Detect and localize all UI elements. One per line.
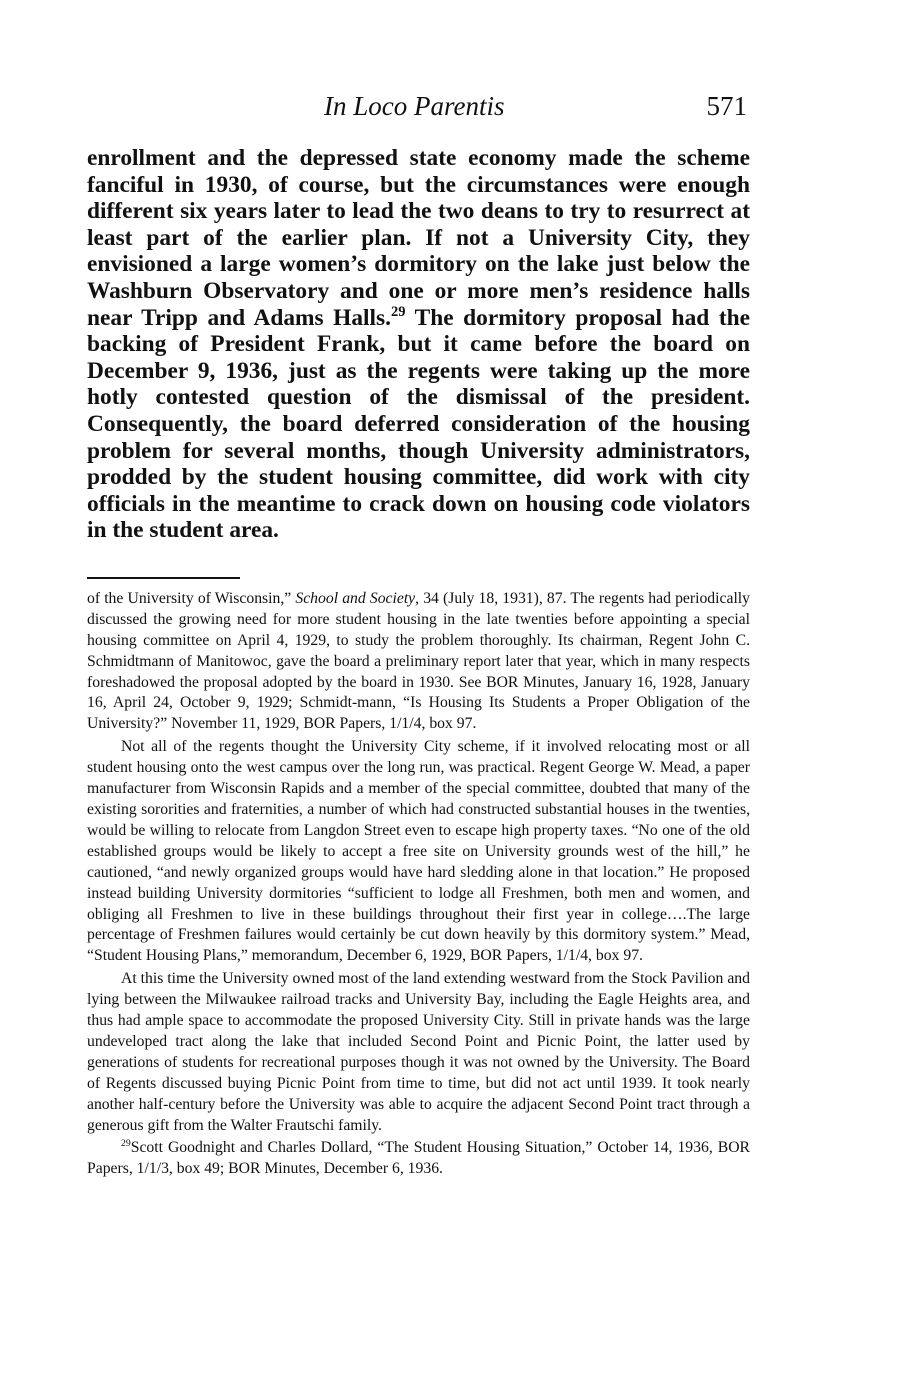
footnote-text: of the University of Wisconsin,”: [87, 589, 296, 607]
footnote-29: [87, 1138, 750, 1180]
running-title: In Loco Parentis: [324, 91, 505, 121]
body-text-part1: enrollment and the depressed state economy made the scheme fanciful in 1930, of course, but the circumstances were enough different six years later to lead the two deans to try to resurrect at least part of the earlier plan. If not a University City, they envisioned a large women’s dormitory on the lake just below the Washburn Observatory and one or more men’s residence halls near Tripp and Adams Halls.: [87, 145, 750, 331]
footnote-reference: 29: [391, 303, 406, 320]
book-page: [87, 88, 750, 1180]
body-paragraph: [87, 145, 750, 544]
running-head: [87, 88, 750, 128]
footnote-text: , 34 (July 18, 1931), 87. The regents had periodically discussed the growing need for more student housing in the late twenties before appointing a special housing committee on April 4, 1929, to study the problem thoroughly. Its chairman, Regent John C. Schmidtmann of Manitowoc, gave the board a preliminary report later that year, which in many respects foreshadowed the proposal adopted by the board in 1930. See BOR Minutes, January 16, 1928, January 16, April 24, October 9, 1929; Schmidt-mann, “Is Housing Its Students a Proper Obligation of the University?” November 11, 1929, BOR Papers, 1/1/4, box 97.: [87, 589, 751, 733]
footnote-paragraph: At this time the University owned most of the land extending westward from the Stock Pavilion and lying between the Milwaukee railroad tracks and University Bay, including the Eagle Heights area, and thus had ample space to accommodate the proposed University City. Still in private hands was the large undeveloped tract along the lake that included Second Point and Picnic Point, the latter used by generations of students for recreational purposes though it was not owned by the University. The Board of Regents discussed buying Picnic Point from time to time, but did not act until 1939. It took nearly another half-century before the University was able to acquire the adjacent Second Point tract through a generous gift from the Walter Frautschi family.: [87, 970, 750, 1134]
footnotes: [87, 589, 750, 1180]
body-text-part2: The dormitory proposal had the backing of President Frank, but it came before the board on December 9, 1936, just as the regents were taking up the more hotly contested question of the dismissal of the president. Consequently, the board deferred consideration of the housing problem for several months, though University administrators, prodded by the student housing committee, did work with city officials in the meantime to crack down on housing code violators in the student area.: [87, 304, 751, 544]
footnote-divider: [87, 577, 240, 579]
journal-title: School and Society: [295, 589, 416, 607]
footnote-text: Scott Goodnight and Charles Dollard, “The Student Housing Situation,” October 14, 1936, BOR Papers, 1/1/3, box 49; BOR Minutes, December 6, 1936.: [87, 1139, 750, 1178]
footnote-marker: 29: [121, 1138, 131, 1150]
page-number: 571: [706, 91, 747, 121]
footnote-continuation: [87, 589, 750, 735]
footnote-paragraph: Not all of the regents thought the University City scheme, if it involved relocating most or all student housing onto the west campus over the long run, was practical. Regent George W. Mead, a paper manufacturer from Wisconsin Rapids and a member of the special committee, doubted that many of the existing sororities and fraternities, a number of which had constructed substantial houses in the twenties, would be willing to relocate from Langdon Street even to escape high property taxes. “No one of the old established groups would be likely to accept a free site on University grounds west of the hill,” he cautioned, “and newly organized groups would have hard sledding alone in that location.” He proposed instead building University dormitories “sufficient to lodge all Freshmen, both men and women, and obliging all Freshmen to live in these buildings throughout their first year in college….The large percentage of Freshmen failures would certainly be cut down heavily by this dormitory system.” Mead, “Student Housing Plans,” memorandum, December 6, 1929, BOR Papers, 1/1/4, box 97.: [87, 738, 750, 965]
